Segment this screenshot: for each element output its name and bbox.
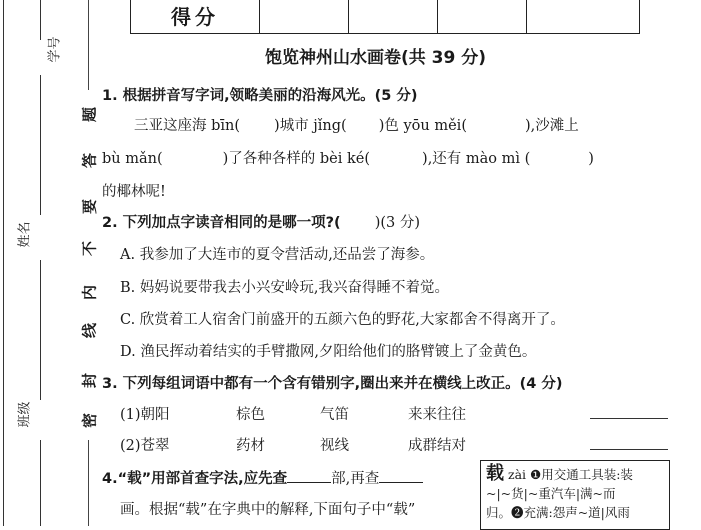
dictionary-pinyin: zài bbox=[507, 467, 527, 482]
score-cell[interactable] bbox=[260, 0, 349, 34]
seal-char: 题 bbox=[80, 107, 99, 123]
student-number-label: 学号 bbox=[47, 36, 63, 63]
question-2-stem: 2. 下列加点字读音相同的是哪一项?( )(3 分) bbox=[102, 215, 420, 231]
word[interactable]: 来来往往 bbox=[408, 407, 466, 423]
dictionary-line-2: ~|~货|~重汽车|满~而 bbox=[486, 486, 616, 501]
word[interactable]: 视线 bbox=[320, 438, 349, 454]
word[interactable]: 棕色 bbox=[236, 407, 265, 423]
word[interactable]: 药材 bbox=[236, 438, 265, 454]
seal-char: 不 bbox=[80, 241, 99, 257]
answer-line[interactable] bbox=[590, 449, 668, 450]
dictionary-line-1: 载 zài ❶用交通工具装:装 bbox=[486, 463, 633, 484]
word[interactable]: (1)朝阳 bbox=[120, 407, 170, 423]
binding-margin bbox=[0, 0, 100, 526]
score-cell[interactable] bbox=[438, 0, 527, 34]
seal-char: 内 bbox=[80, 285, 99, 301]
question-1-stem: 1. 根据拼音写字词,领略美丽的沿海风光。(5 分) bbox=[102, 88, 418, 104]
question-2-option-d[interactable]: D. 渔民挥动着结实的手臂撒网,夕阳给他们的胳臂镀上了金黄色。 bbox=[120, 344, 537, 360]
seal-char: 要 bbox=[80, 199, 99, 215]
seal-char: 线 bbox=[80, 323, 99, 339]
question-1-line-3: bù mǎn( )了各种各样的 bèi ké( ),还有 mào mì ( ) bbox=[102, 151, 594, 167]
margin-rule bbox=[3, 0, 4, 526]
seal-dash bbox=[88, 440, 89, 526]
seal-char: 密 bbox=[80, 413, 99, 429]
question-3-row-1 bbox=[120, 403, 466, 424]
dictionary-line-3: 归。❷充满:怨声~道|风雨 bbox=[486, 505, 630, 520]
radical-blank[interactable] bbox=[287, 468, 331, 483]
name-underline bbox=[40, 75, 41, 215]
score-label: 得分 bbox=[131, 0, 260, 34]
dictionary-entry-box bbox=[480, 460, 670, 530]
score-cell[interactable] bbox=[349, 0, 438, 34]
seal-line-column bbox=[78, 0, 100, 526]
word[interactable]: 气笛 bbox=[320, 407, 349, 423]
name-label: 姓名 bbox=[17, 221, 33, 248]
question-2-option-a[interactable]: A. 我参加了大连市的夏令营活动,还品尝了海参。 bbox=[120, 247, 435, 263]
class-label: 班级 bbox=[17, 401, 33, 428]
seal-char: 封 bbox=[80, 373, 99, 389]
answer-line[interactable] bbox=[590, 418, 668, 419]
question-4-line-2: 画。根据“载”在字典中的解释,下面句子中“载” bbox=[120, 502, 416, 518]
dictionary-headword: 载 bbox=[486, 463, 504, 484]
name-underline bbox=[40, 0, 41, 40]
question-2-option-b[interactable]: B. 妈妈说要带我去小兴安岭玩,我兴奋得睡不着觉。 bbox=[120, 280, 449, 296]
question-3-row-2 bbox=[120, 434, 466, 455]
question-1-line-4: 的椰林呢! bbox=[102, 184, 166, 200]
word[interactable]: 成群结对 bbox=[408, 438, 466, 454]
stroke-blank[interactable] bbox=[379, 468, 423, 483]
score-table bbox=[130, 0, 640, 34]
question-1-line-2: 三亚这座海 bīn( )城市 jǐng( )色 yōu měi( ),沙滩上 bbox=[134, 118, 579, 134]
section-title: 饱览神州山水画卷(共 39 分) bbox=[264, 48, 487, 68]
score-cell[interactable] bbox=[527, 0, 640, 34]
word[interactable]: (2)苍翠 bbox=[120, 438, 170, 454]
class-underline bbox=[40, 440, 41, 526]
question-2-option-c[interactable]: C. 欣赏着工人宿舍门前盛开的五颜六色的野花,大家都舍不得离开了。 bbox=[120, 312, 565, 328]
seal-char: 答 bbox=[80, 153, 99, 169]
question-3-stem: 3. 下列每组词语中都有一个含有错别字,圈出来并在横线上改正。(4 分) bbox=[102, 376, 563, 392]
class-underline bbox=[40, 260, 41, 400]
question-4-line-1: 4.“载”用部首查字法,应先查 部,再查 bbox=[102, 467, 423, 488]
